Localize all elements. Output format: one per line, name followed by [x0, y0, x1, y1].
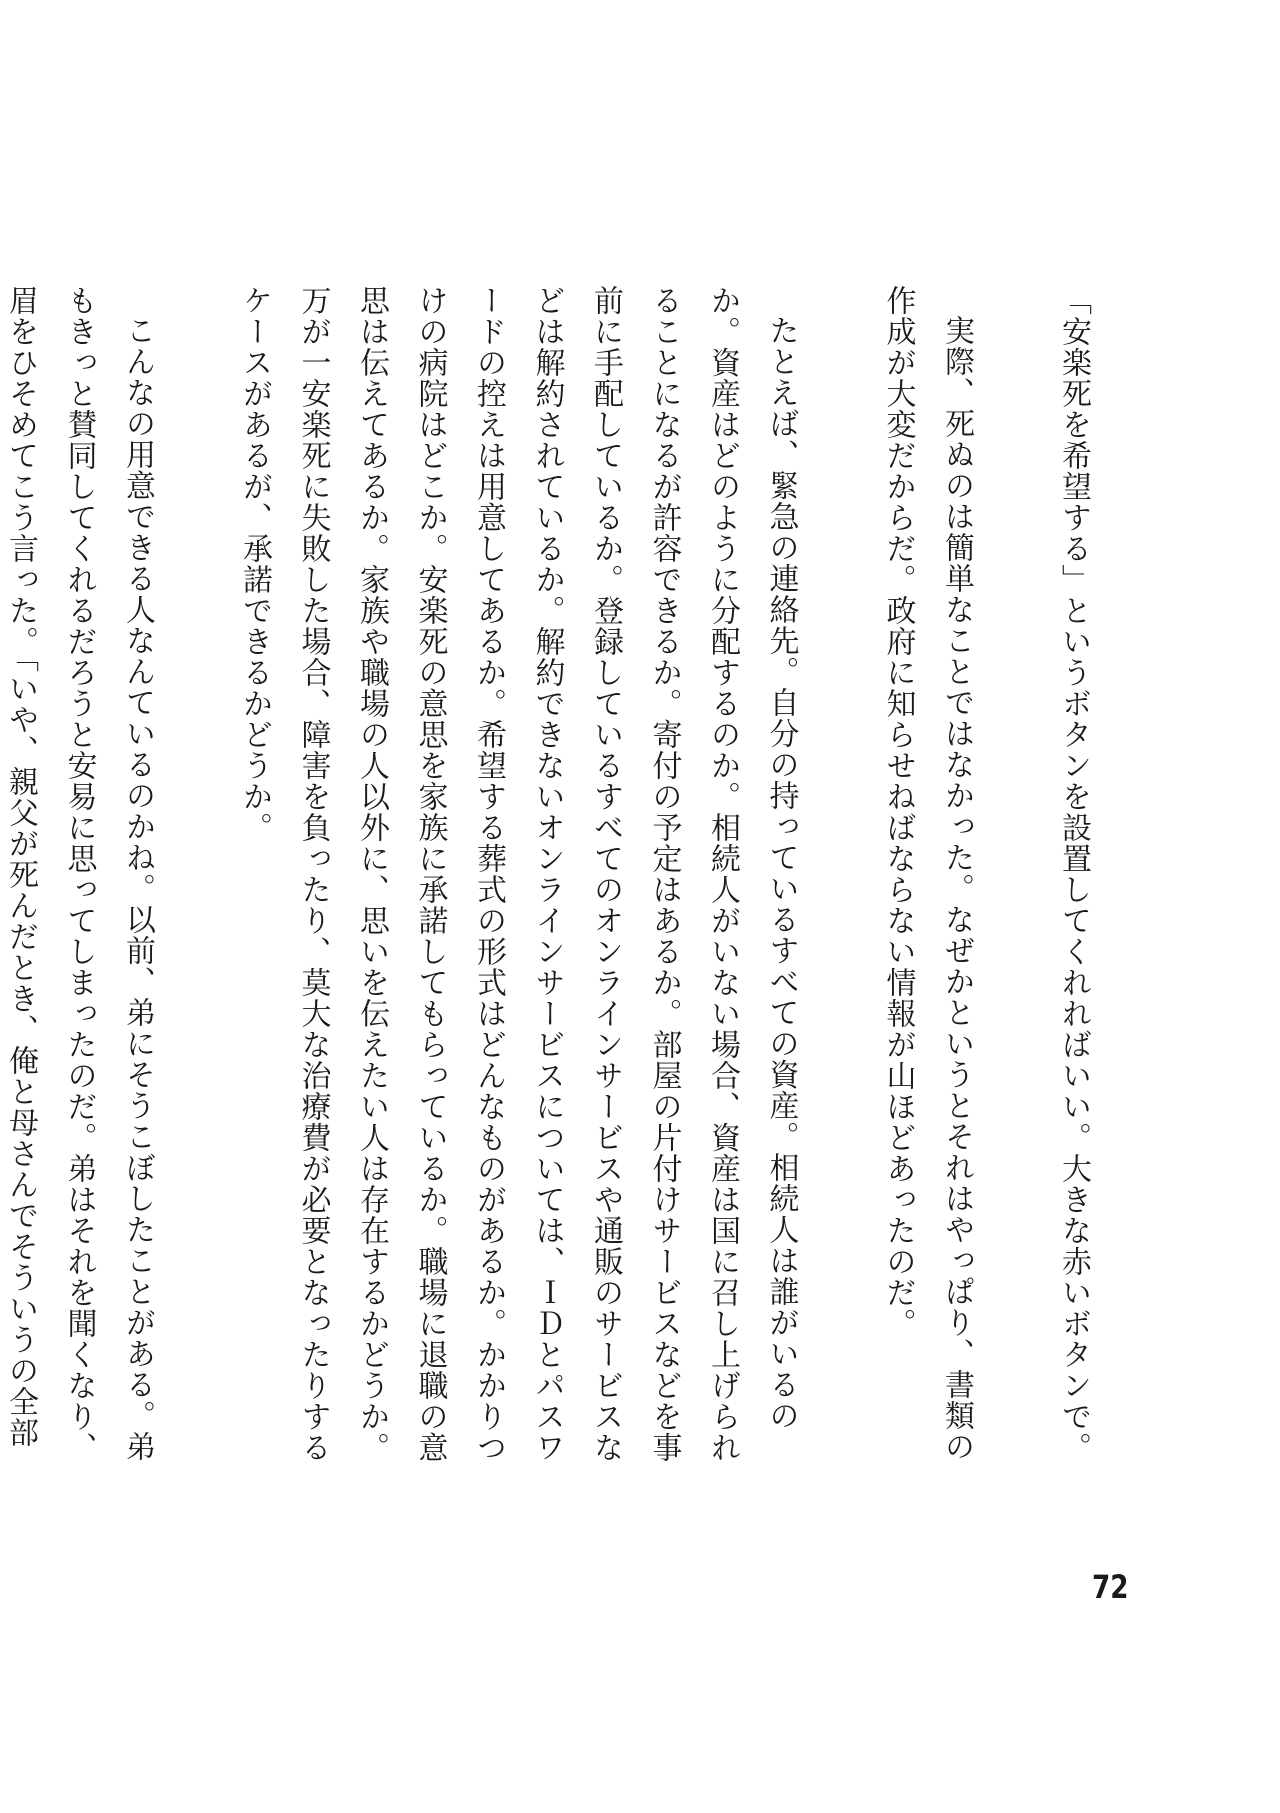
- paragraph-spacer: [985, 285, 1044, 286]
- paragraph-spacer: [810, 285, 869, 286]
- paragraph-1: 「安楽死を希望する」というボタンを設置してくれればいい。大きな赤いボタンで。: [1056, 285, 1091, 1463]
- paragraph-4: こんなの用意できる人なんているのかね。以前、弟にそうこぼしたことがある。弟もきっと賛同してくれるだろうと安易に思ってしまったのだ。弟はそれを聞くなり、眉をひそめてこう言った。「いや、親父が死んだとき、俺と母さんでそういうの全部: [3, 285, 155, 1463]
- paragraph-3: たとえば、緊急の連絡先。自分の持っているすべての資産。相続人は誰がいるのか。資産はどのように分配するのか。相続人がいない場合、資産は国に召し上げられることになるが許容できるか。寄付の予定はあるか。部屋の片付けサービスなどを事前に手配しているか。登録しているすべてのオンラインサービスや通販のサービスなどは解約されているか。解約できないオンラインサービスについては、ＩＤとパスワードの控えは用意してあるか。希望する葬式の形式はどんなものがあるか。かかりつけの病院はどこか。安楽死の意思を家族に承諾してもらっているか。職場に退職の意思は伝えてあるか。家族や職場の人以外に、思いを伝えたい人は存在するかどうか。万が一安楽死に失敗した場合、障害を負ったり、莫大な治療費が必要となったりするケースがあるが、承諾できるかどうか。: [237, 285, 799, 1463]
- page-number: 72: [1092, 1568, 1129, 1606]
- vertical-text-body: [0, 285, 1102, 1465]
- paragraph-spacer: [166, 285, 225, 286]
- paragraph-2: 実際、死ぬのは簡単なことではなかった。なぜかというとそれはやっぱり、書類の作成が大変だからだ。政府に知らせねばならない情報が山ほどあったのだ。: [880, 285, 974, 1462]
